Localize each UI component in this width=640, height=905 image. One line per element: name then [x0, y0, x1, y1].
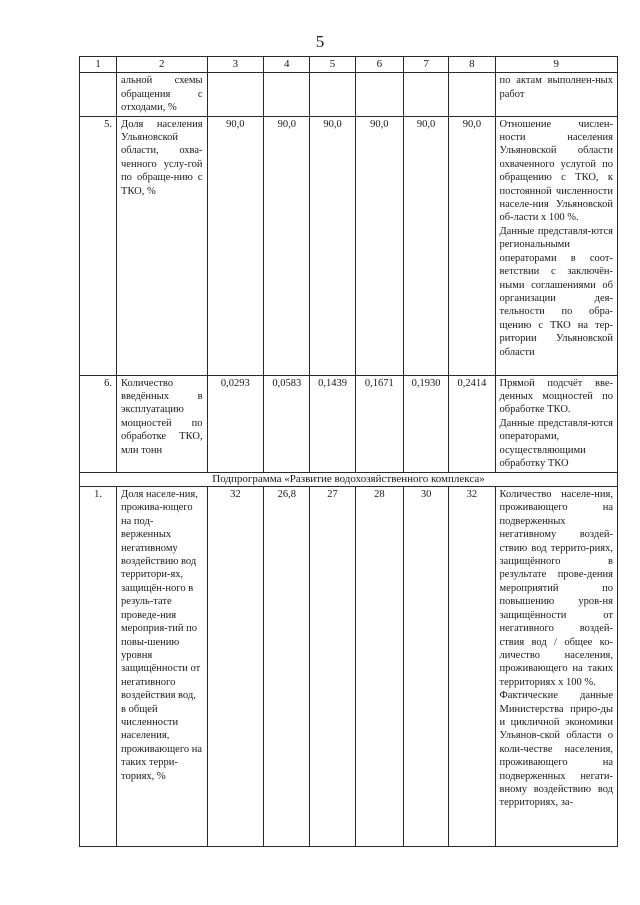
page-number: 5: [315, 32, 325, 51]
row-number: 1.: [80, 487, 117, 847]
value-cell: 0,1439: [310, 375, 355, 472]
col-header: 5: [310, 57, 355, 73]
description-paragraph: Прямой подсчёт вве-денных мощностей по обработке ТКО.: [499, 377, 613, 416]
indicator-name: Доля населения Ульяновской области, охва-ченного услу-гой по обраще-нию с ТКО, %: [117, 116, 208, 375]
row-number: 6.: [80, 375, 117, 472]
description-paragraph: Данные представля-ются операторами, осуществляющими обработку ТКО: [499, 417, 613, 470]
subprogram-row: [80, 472, 618, 486]
value-cell: 90,0: [207, 116, 264, 375]
col-header: 8: [449, 57, 495, 73]
value-cell: 28: [355, 487, 403, 847]
value-cell: 0,0293: [207, 375, 264, 472]
indicator-description: [495, 116, 617, 375]
value-cell: 0,0583: [264, 375, 310, 472]
value-cell: 0,1671: [355, 375, 403, 472]
column-number-row: [80, 57, 618, 73]
value-cell: 0,2414: [449, 375, 495, 472]
description-paragraph: Данные представля-ются региональными операторами в соот-ветствии с заключён-ными соглашениями об организации дея-тельности по обра-щению с ТКО на тер-ритории Ульяновской области: [499, 225, 613, 358]
col-header: 3: [207, 57, 264, 73]
table-row: [80, 487, 618, 847]
indicators-table: [79, 56, 618, 847]
table-row: [80, 73, 618, 116]
indicator-description: по актам выполнен-ных работ: [495, 73, 617, 116]
value-cell: 32: [449, 487, 495, 847]
description-paragraph: Отношение числен-ности населения Ульяновской области охваченного услугой по обращению с ТКО, к постоянной численности населе-ния Ульяновской об-ласти х 100 %.: [499, 118, 613, 224]
table-row: [80, 116, 618, 375]
indicator-name: Доля населе-ния, прожива-ющего на под-верженных негативному воздействию вод территори-ях, защищён-ного в резуль-тате проведе-ния мероприя-тий по повы-шению уровня защищённости от негативного воздействия вод, в общей численности населения, проживающего на таких терри-ториях, %: [117, 487, 208, 847]
value-cell: 90,0: [310, 116, 355, 375]
value-cell: 90,0: [264, 116, 310, 375]
value-cell: 90,0: [449, 116, 495, 375]
subprogram-title: Подпрограмма «Развитие водохозяйственного комплекса»: [80, 472, 618, 486]
col-header: 4: [264, 57, 310, 73]
indicator-description: [495, 375, 617, 472]
col-header: 6: [355, 57, 403, 73]
col-header: 7: [403, 57, 448, 73]
description-paragraph: Количество населе-ния, проживающего на подверженных негативному воздей-ствию вод террито-риях, защищённого в результате прове-дения мероприятий по повышению уров-ня защищённости от негативного воздей-ствия вод / общее ко-личество населения, проживающего на таких территориях х 100 %.: [499, 489, 613, 688]
value-cell: 0,1930: [403, 375, 448, 472]
indicator-name: альной схемы обращения с отходами, %: [117, 73, 208, 116]
value-cell: 27: [310, 487, 355, 847]
col-header: 9: [495, 57, 617, 73]
value-cell: 90,0: [403, 116, 448, 375]
indicator-description: [495, 487, 617, 847]
col-header: 2: [117, 57, 208, 73]
value-cell: 90,0: [355, 116, 403, 375]
value-cell: 32: [207, 487, 264, 847]
indicator-name: Количество введённых в эксплуатацию мощностей по обработке ТКО, млн тонн: [117, 375, 208, 472]
value-cell: 30: [403, 487, 448, 847]
value-cell: 26,8: [264, 487, 310, 847]
col-header: 1: [80, 57, 117, 73]
description-paragraph: Фактические данные Министерства приро-ды и цикличной экономики Ульянов-ской области о коли-честве населения, проживающего на подверженных негати-вному воздействию вод территориях, за-: [499, 690, 613, 809]
table-row: [80, 375, 618, 472]
row-number: 5.: [80, 116, 117, 375]
